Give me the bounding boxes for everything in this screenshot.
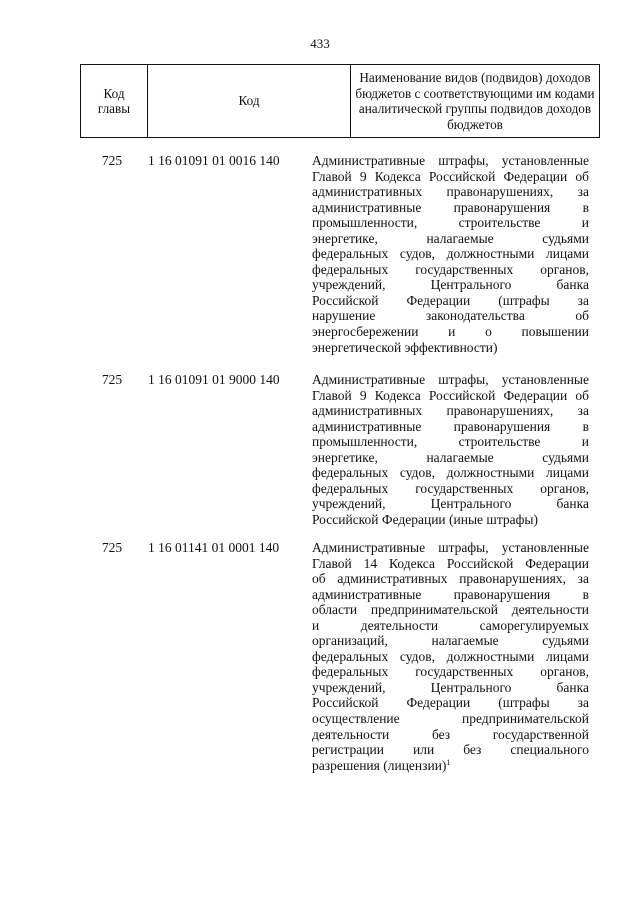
description-line: федеральных судов, должностными лицами [312, 246, 589, 262]
description-line: Главой 9 Кодекса Российской Федерации об [312, 168, 589, 184]
description-line: федеральных судов, должностными лицами [312, 465, 589, 481]
description-line: Административные штрафы, установленные [312, 372, 589, 387]
header-code-chapter-line: главы [97, 101, 131, 116]
description-line: федеральных государственных органов, [312, 261, 589, 277]
description-line [312, 758, 589, 774]
header-code-chapter [81, 65, 148, 138]
description-line: Российской Федерации (штрафы за [312, 695, 589, 711]
description-line: осуществление предпринимательской [312, 711, 589, 727]
chapter-code: 725 [101, 540, 123, 555]
header-description-line: бюджетов [447, 116, 503, 132]
description-line: федеральных государственных органов, [312, 480, 589, 496]
income-description [312, 540, 589, 773]
header-code: Код [148, 65, 351, 138]
description-line: энергетике, налагаемые судьями [312, 449, 589, 465]
description-line: административных правонарушениях, за [312, 403, 589, 419]
description-line: Главой 14 Кодекса Российской Федерации [312, 555, 589, 571]
description-line-text: разрешения (лицензии) [312, 757, 447, 773]
budget-code: 1 16 01141 01 0001 140 [148, 540, 280, 555]
description-line: энергетике, налагаемые судьями [312, 230, 589, 246]
description-line: нарушение законодательства об [312, 308, 589, 324]
description-line: административные правонарушения в [312, 199, 589, 215]
description-line: учреждений, Центрального банка [312, 496, 589, 512]
budget-code: 1 16 01091 01 0016 140 [148, 153, 280, 168]
budget-code: 1 16 01091 01 9000 140 [148, 372, 280, 387]
description-line: федеральных судов, должностными лицами [312, 648, 589, 664]
description-line: промышленности, строительстве и [312, 434, 589, 450]
description-line: Административные штрафы, установленные [312, 540, 589, 555]
description-line: Российской Федерации (иные штрафы) [312, 511, 538, 527]
description-line: об административных правонарушениях, за [312, 571, 589, 587]
header-description [351, 65, 600, 138]
description-line: административные правонарушения в [312, 586, 589, 602]
description-line: учреждений, Центрального банка [312, 277, 589, 293]
description-line: Российской Федерации (штрафы за [312, 292, 589, 308]
description-line: области предпринимательской деятельности [312, 602, 589, 618]
description-line: федеральных государственных органов, [312, 664, 589, 680]
description-line: промышленности, строительстве и [312, 215, 589, 231]
page-number: 433 [310, 36, 330, 51]
description-line: и деятельности саморегулируемых [312, 617, 589, 633]
header-description-line: аналитической группы подвидов доходов [358, 101, 592, 116]
income-description [312, 153, 589, 355]
chapter-code: 725 [101, 372, 123, 387]
description-line: Административные штрафы, установленные [312, 153, 589, 168]
footnote-marker: 1 [446, 757, 451, 767]
description-line: энергосбережении и о повышении [312, 324, 589, 340]
description-line: регистрации или без специального [312, 742, 589, 758]
description-line: учреждений, Центрального банка [312, 679, 589, 695]
table-header [80, 64, 600, 138]
description-line: организаций, налагаемые судьями [312, 633, 589, 649]
header-description-line: бюджетов с соответствующими им кодами [355, 85, 595, 101]
header-description-line: Наименование видов (подвидов) доходов [359, 70, 591, 85]
description-line: административные правонарушения в [312, 418, 589, 434]
description-line: деятельности без государственной [312, 726, 589, 742]
chapter-code: 725 [101, 153, 123, 168]
income-description [312, 372, 589, 527]
description-line: административных правонарушениях, за [312, 184, 589, 200]
header-code-chapter-line: Код [103, 85, 125, 101]
description-line: энергетической эффективности) [312, 339, 498, 355]
description-line: Главой 9 Кодекса Российской Федерации об [312, 387, 589, 403]
